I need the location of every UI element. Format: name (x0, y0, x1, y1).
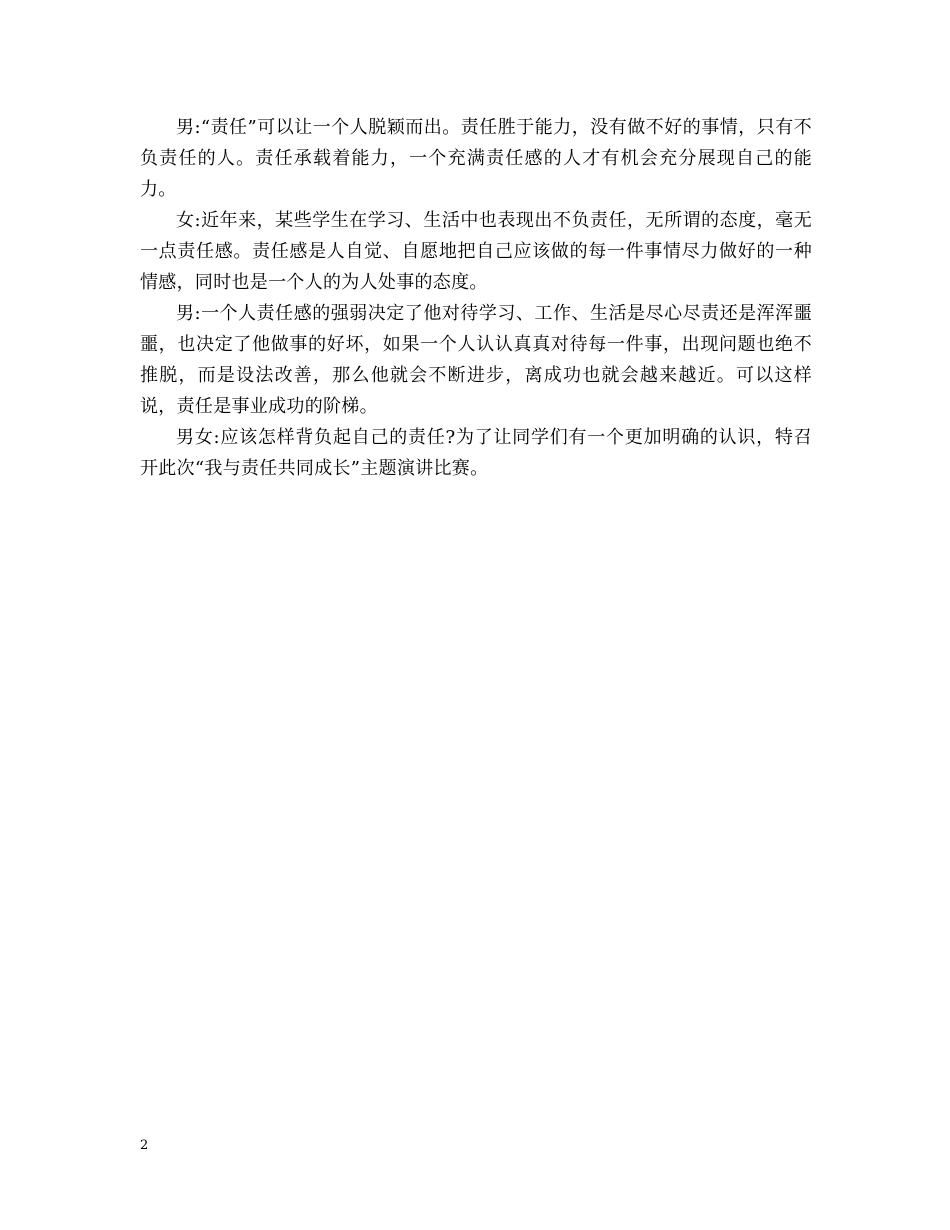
paragraph-male-2: 男:一个人责任感的强弱决定了他对待学习、工作、生活是尽心尽责还是浑浑噩噩，也决定了他做事的好坏，如果一个人认认真真对待每一件事，出现问题也绝不推脱，而是设法改善，那么他就会不断进步，离成功也就会越来越近。可以这样说，责任是事业成功的阶梯。 (140, 303, 812, 417)
paragraph-both: 男女:应该怎样背负起自己的责任?为了让同学们有一个更加明确的认识，特召开此次“我与责任共同成长”主题演讲比赛。 (140, 427, 812, 479)
document-body (140, 112, 812, 484)
paragraph-female-1: 女:近年来，某些学生在学习、生活中也表现出不负责任，无所谓的态度，毫无一点责任感。责任感是人自觉、自愿地把自己应该做的每一件事情尽力做好的一种情感，同时也是一个人的为人处事的态度。 (140, 210, 812, 293)
page-number: 2 (140, 1138, 149, 1153)
paragraph-male-1: 男:“责任”可以让一个人脱颖而出。责任胜于能力，没有做不好的事情，只有不负责任的人。责任承载着能力，一个充满责任感的人才有机会充分展现自己的能力。 (140, 117, 812, 200)
